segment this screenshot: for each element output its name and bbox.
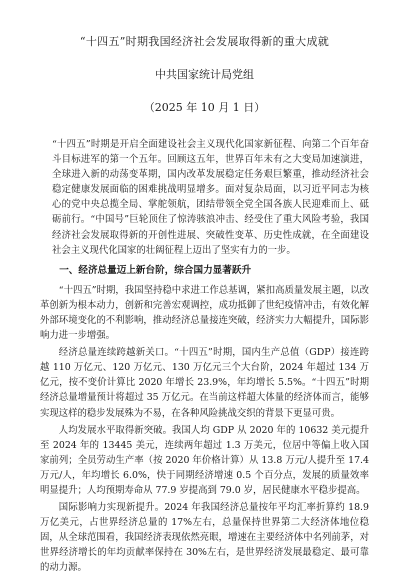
- intro-paragraph: “十四五”时期是开启全面建设社会主义现代化国家新征程、向第二个百年奋斗目标进军的第一个五年。回顾这五年，世界百年未有之大变局加速演进，全球进入新的动荡变革期，国内改革发展稳定任务艰巨繁重，推动经济社会稳定健康发展面临的困难挑战明显增多。面对复杂局面，以习近平同志为核心的党中央总揽全局、掌舵领航，团结带领全党全国各族人民迎难而上、砥砺前行。“中国号”巨轮顶住了惊涛骇浪冲击、经受住了重大风险考验，我国经济社会发展取得新的开创性进展、突破性变革、历史性成就，在全面建设社会主义现代化国家的壮阔征程上迈出了坚实有力的一步。: [52, 139, 369, 256]
- body-paragraph: 经济总量连续跨越新关口。“十四五”时期，国内生产总值（GDP）接连跨越 110 万亿元、120 万亿元、130 万亿元三个大台阶，2024 年超过 134 万亿元，按不变价计算比 2020 年增长 23.9%，年均增长 5.5%。“十四五”时期经济总量增量预计将超过 35 万亿元。在当前这样超大体量的经济体而言，能够实现这样的稳步发展殊为不易，在各种风险挑战交织的背景下更显可贵。: [40, 347, 369, 419]
- body-paragraph: “十四五”时期，我国坚持稳中求进工作总基调，紧扣高质量发展主题，以改革创新为根本动力，创新和完善宏观调控，成功抵御了世纪疫情冲击，有效化解外部环境变化的不利影响，推动经济总量接连突破，经济实力大幅提升，国际影响力进一步增强。: [40, 284, 369, 342]
- document-date: （2025 年 10 月 1 日）: [143, 101, 266, 114]
- body-paragraph: 人均发展水平取得新突破。我国人均 GDP 从 2020 年的 10632 美元提升至 2024 年的 13445 美元，连续两年超过 1.3 万美元，位居中等偏上收入国家前列；全员劳动生产率（按 2020 年价格计算）从 13.8 万元/人提升至 17.4 万元/人，年均增长 6.0%，快于同期经济增速 0.5 个百分点，发展的质量效率明显提升；人均预期寿命从 77.9 岁提高到 79.0 岁，居民健康水平稳步提高。: [40, 424, 369, 496]
- document-author: 中共国家统计局党组: [155, 68, 254, 81]
- body-paragraph: 国际影响力实现新提升。2024 年我国经济总量按年平均汇率折算约 18.9 万亿美元，占世界经济总量的 17%左右，总量保持世界第二大经济体地位稳固，从全球范围看，我国经济表现依然亮眼，增速在主要经济体中名列前茅，对世界经济增长的年均贡献率保持在 30%左右，是世界经济发展最稳定、最可靠的动力源。: [40, 502, 369, 574]
- section-heading: 一、经济总量迈上新台阶，综合国力显著跃升: [59, 264, 252, 276]
- document-title: “十四五”时期我国经济社会发展取得新的重大成就: [79, 35, 330, 48]
